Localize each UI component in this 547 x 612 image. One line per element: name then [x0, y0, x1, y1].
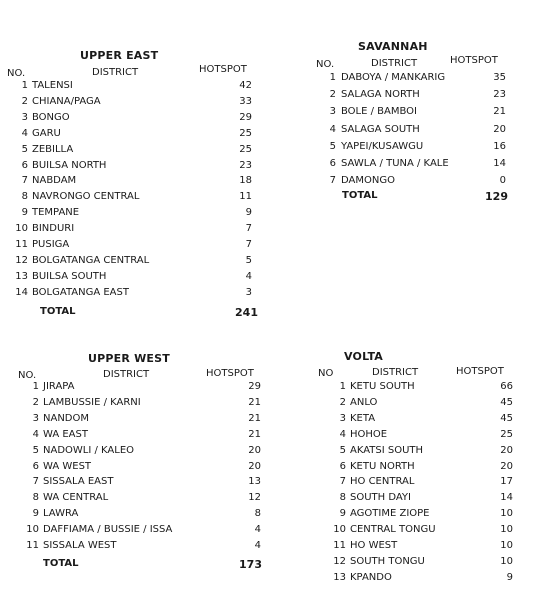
hotspot-count: 17 [500, 476, 513, 488]
district-name: HOHOE [350, 428, 388, 440]
column-header-hotspot: HOTSPOT [456, 366, 504, 377]
row-number: 1 [32, 381, 39, 392]
row-number: 11 [333, 540, 346, 551]
hotspot-count: 14 [493, 158, 506, 169]
row-number: 4 [339, 428, 346, 440]
hotspot-count: 3 [245, 286, 252, 298]
district-name: JIRAPA [43, 381, 75, 392]
row-number: 7 [21, 175, 28, 187]
district-name: ANLO [350, 396, 378, 408]
table-row [0, 540, 547, 556]
column-header-district: DISTRICT [372, 367, 419, 378]
district-name: HO WEST [350, 540, 398, 551]
hotspot-count: 33 [239, 95, 252, 107]
total-value: 129 [485, 190, 508, 203]
table-row [0, 255, 547, 271]
hotspot-count: 42 [239, 80, 252, 91]
district-name: SAWLA / TUNA / KALE [341, 158, 449, 169]
column-header-no: NO. [316, 59, 335, 70]
hotspot-count: 10 [500, 524, 513, 536]
district-name: SOUTH TONGU [350, 555, 425, 567]
row-number: 13 [15, 270, 28, 282]
hotspot-count: 21 [248, 428, 261, 440]
row-number: 11 [15, 239, 28, 250]
row-number: 1 [329, 72, 336, 83]
hotspot-count: 20 [493, 123, 506, 135]
district-name: DAMONGO [341, 175, 395, 187]
district-name: YAPEI/KUSAWGU [341, 140, 424, 152]
table-row [0, 476, 547, 492]
hotspot-count: 9 [506, 571, 513, 583]
total-label: TOTAL [342, 190, 378, 201]
district-name: WA EAST [43, 428, 88, 440]
hotspot-count: 14 [500, 492, 513, 504]
district-name: SALAGA NORTH [341, 89, 420, 101]
row-number: 6 [329, 158, 336, 169]
column-header-district: DISTRICT [371, 58, 418, 69]
hotspot-count: 9 [245, 207, 252, 219]
total-value: 241 [235, 306, 258, 319]
savannah-title: SAVANNAH [358, 40, 428, 53]
column-header-no: NO [318, 368, 334, 379]
row-number: 8 [21, 191, 28, 203]
table-row [0, 207, 547, 223]
hotspot-count: 20 [500, 460, 513, 472]
table-row [0, 429, 547, 445]
hotspot-count: 10 [500, 540, 513, 551]
table-row [0, 524, 547, 540]
row-number: 6 [21, 159, 28, 171]
column-header-district: DISTRICT [103, 369, 150, 380]
district-name: TALENSI [32, 80, 73, 91]
upper-east-title: UPPER EAST [80, 49, 159, 62]
district-name: NANDOM [43, 412, 90, 424]
row-number: 10 [26, 524, 39, 536]
hotspot-count: 13 [248, 476, 261, 488]
row-number: 13 [333, 571, 346, 583]
row-number: 6 [339, 460, 346, 472]
row-number: 10 [15, 223, 28, 235]
district-name: KETU SOUTH [350, 381, 415, 392]
row-number: 1 [339, 381, 346, 392]
row-number: 7 [339, 476, 346, 488]
row-number: 11 [26, 540, 39, 551]
district-name: CENTRAL TONGU [350, 524, 436, 536]
hotspot-count: 23 [239, 159, 252, 171]
hotspot-count: 23 [493, 89, 506, 101]
district-name: PUSIGA [32, 239, 70, 250]
table-row [0, 572, 547, 588]
hotspot-count: 25 [239, 143, 252, 155]
district-name: WA WEST [43, 460, 92, 472]
hotspot-count: 7 [245, 239, 252, 250]
table-row [0, 413, 547, 429]
row-number: 9 [32, 508, 39, 520]
district-name: CHIANA/PAGA [32, 95, 101, 107]
hotspot-count: 21 [248, 412, 261, 424]
row-number: 8 [339, 492, 346, 504]
row-number: 14 [15, 286, 28, 298]
district-name: GARU [32, 127, 61, 139]
hotspot-count: 7 [245, 223, 252, 235]
hotspot-count: 10 [500, 555, 513, 567]
row-number: 2 [339, 396, 346, 408]
upper-west-title: UPPER WEST [88, 352, 170, 365]
district-name: AGOTIME ZIOPE [350, 508, 430, 520]
district-name: LAMBUSSIE / KARNI [43, 396, 141, 408]
table-row [0, 141, 547, 157]
row-number: 4 [21, 127, 28, 139]
district-name: BOLGATANGA EAST [32, 286, 129, 298]
table-row [0, 287, 547, 303]
table-row [0, 556, 547, 572]
volta-title: VOLTA [344, 350, 384, 363]
district-name: AKATSI SOUTH [350, 444, 424, 456]
hotspot-count: 25 [500, 428, 513, 440]
hotspot-count: 10 [500, 508, 513, 520]
district-name: BONGO [32, 111, 70, 123]
district-name: KPANDO [350, 571, 392, 583]
district-name: BUILSA NORTH [32, 159, 107, 171]
row-number: 1 [21, 80, 28, 91]
row-number: 4 [329, 123, 336, 135]
hotspot-count: 12 [248, 492, 261, 504]
district-name: KETU NORTH [350, 460, 415, 472]
column-header-district: DISTRICT [92, 67, 139, 78]
district-name: KETA [350, 412, 376, 424]
hotspot-count: 11 [239, 191, 252, 203]
district-name: NADOWLI / KALEO [43, 444, 135, 456]
hotspot-count: 20 [500, 444, 513, 456]
column-header-no: NO. [18, 370, 37, 381]
hotspot-count: 45 [500, 396, 513, 408]
hotspot-count: 8 [254, 508, 261, 520]
table-row [0, 445, 547, 461]
row-number: 5 [32, 444, 39, 456]
row-number: 10 [333, 524, 346, 536]
table-row [0, 239, 547, 255]
column-header-hotspot: HOTSPOT [206, 368, 254, 379]
row-number: 6 [32, 460, 39, 472]
hotspot-count: 5 [245, 254, 252, 266]
row-number: 8 [32, 492, 39, 504]
district-name: TEMPANE [32, 207, 80, 219]
district-name: SISSALA EAST [43, 476, 114, 488]
table-row [0, 492, 547, 508]
hotspot-count: 21 [493, 106, 506, 118]
row-number: 5 [329, 140, 336, 152]
table-row [0, 271, 547, 287]
hotspot-count: 29 [248, 381, 261, 392]
column-header-hotspot: HOTSPOT [450, 55, 498, 66]
table-row [0, 461, 547, 477]
row-number: 5 [21, 143, 28, 155]
row-number: 3 [329, 106, 336, 118]
row-number: 2 [21, 95, 28, 107]
district-name: LAWRA [43, 508, 79, 520]
row-number: 4 [32, 428, 39, 440]
row-number: 9 [339, 508, 346, 520]
table-row [0, 191, 547, 207]
hotspot-count: 16 [493, 140, 506, 152]
table-row [0, 508, 547, 524]
district-name: DABOYA / MANKARIG [341, 72, 446, 83]
hotspot-count: 18 [239, 175, 252, 187]
district-name: SISSALA WEST [43, 540, 117, 551]
row-number: 3 [21, 111, 28, 123]
district-name: BOLE / BAMBOI [341, 106, 418, 118]
hotspot-count: 25 [239, 127, 252, 139]
hotspot-count: 20 [248, 444, 261, 456]
district-name: SOUTH DAYI [350, 492, 411, 504]
hotspot-count: 45 [500, 412, 513, 424]
table-row [0, 175, 547, 191]
total-value: 173 [239, 558, 262, 571]
row-number: 7 [32, 476, 39, 488]
row-number: 3 [339, 412, 346, 424]
table-row [0, 381, 547, 397]
table-row [0, 72, 547, 88]
hotspot-count: 21 [248, 396, 261, 408]
row-number: 7 [329, 175, 336, 187]
column-header-no: NO. [7, 68, 26, 79]
row-number: 2 [32, 396, 39, 408]
district-name: BUILSA SOUTH [32, 270, 107, 282]
district-name: BINDURI [32, 223, 75, 235]
table-row [0, 397, 547, 413]
table-row [0, 124, 547, 140]
hotspot-count: 0 [499, 175, 506, 187]
table-row [0, 106, 547, 122]
table-row [0, 223, 547, 239]
district-name: SALAGA SOUTH [341, 123, 420, 135]
row-number: 12 [15, 254, 28, 266]
district-name: WA CENTRAL [43, 492, 109, 504]
hotspot-count: 35 [493, 72, 506, 83]
district-name: DAFFIAMA / BUSSIE / ISSA [43, 524, 173, 536]
hotspot-count: 29 [239, 111, 252, 123]
district-name: NAVRONGO CENTRAL [32, 191, 140, 203]
district-name: ZEBILLA [32, 143, 74, 155]
hotspot-count: 20 [248, 460, 261, 472]
table-row [0, 89, 547, 105]
hotspot-count: 4 [254, 524, 261, 536]
column-header-hotspot: HOTSPOT [199, 64, 247, 75]
table-row [0, 158, 547, 174]
hotspot-count: 4 [245, 270, 252, 282]
row-number: 3 [32, 412, 39, 424]
row-number: 12 [333, 555, 346, 567]
hotspot-count: 66 [500, 381, 513, 392]
district-name: NABDAM [32, 175, 77, 187]
district-name: HO CENTRAL [350, 476, 415, 488]
row-number: 5 [339, 444, 346, 456]
district-name: BOLGATANGA CENTRAL [32, 254, 150, 266]
total-label: TOTAL [40, 306, 76, 317]
row-number: 9 [21, 207, 28, 219]
total-label: TOTAL [43, 558, 79, 569]
row-number: 2 [329, 89, 336, 101]
hotspot-count: 4 [254, 540, 261, 551]
